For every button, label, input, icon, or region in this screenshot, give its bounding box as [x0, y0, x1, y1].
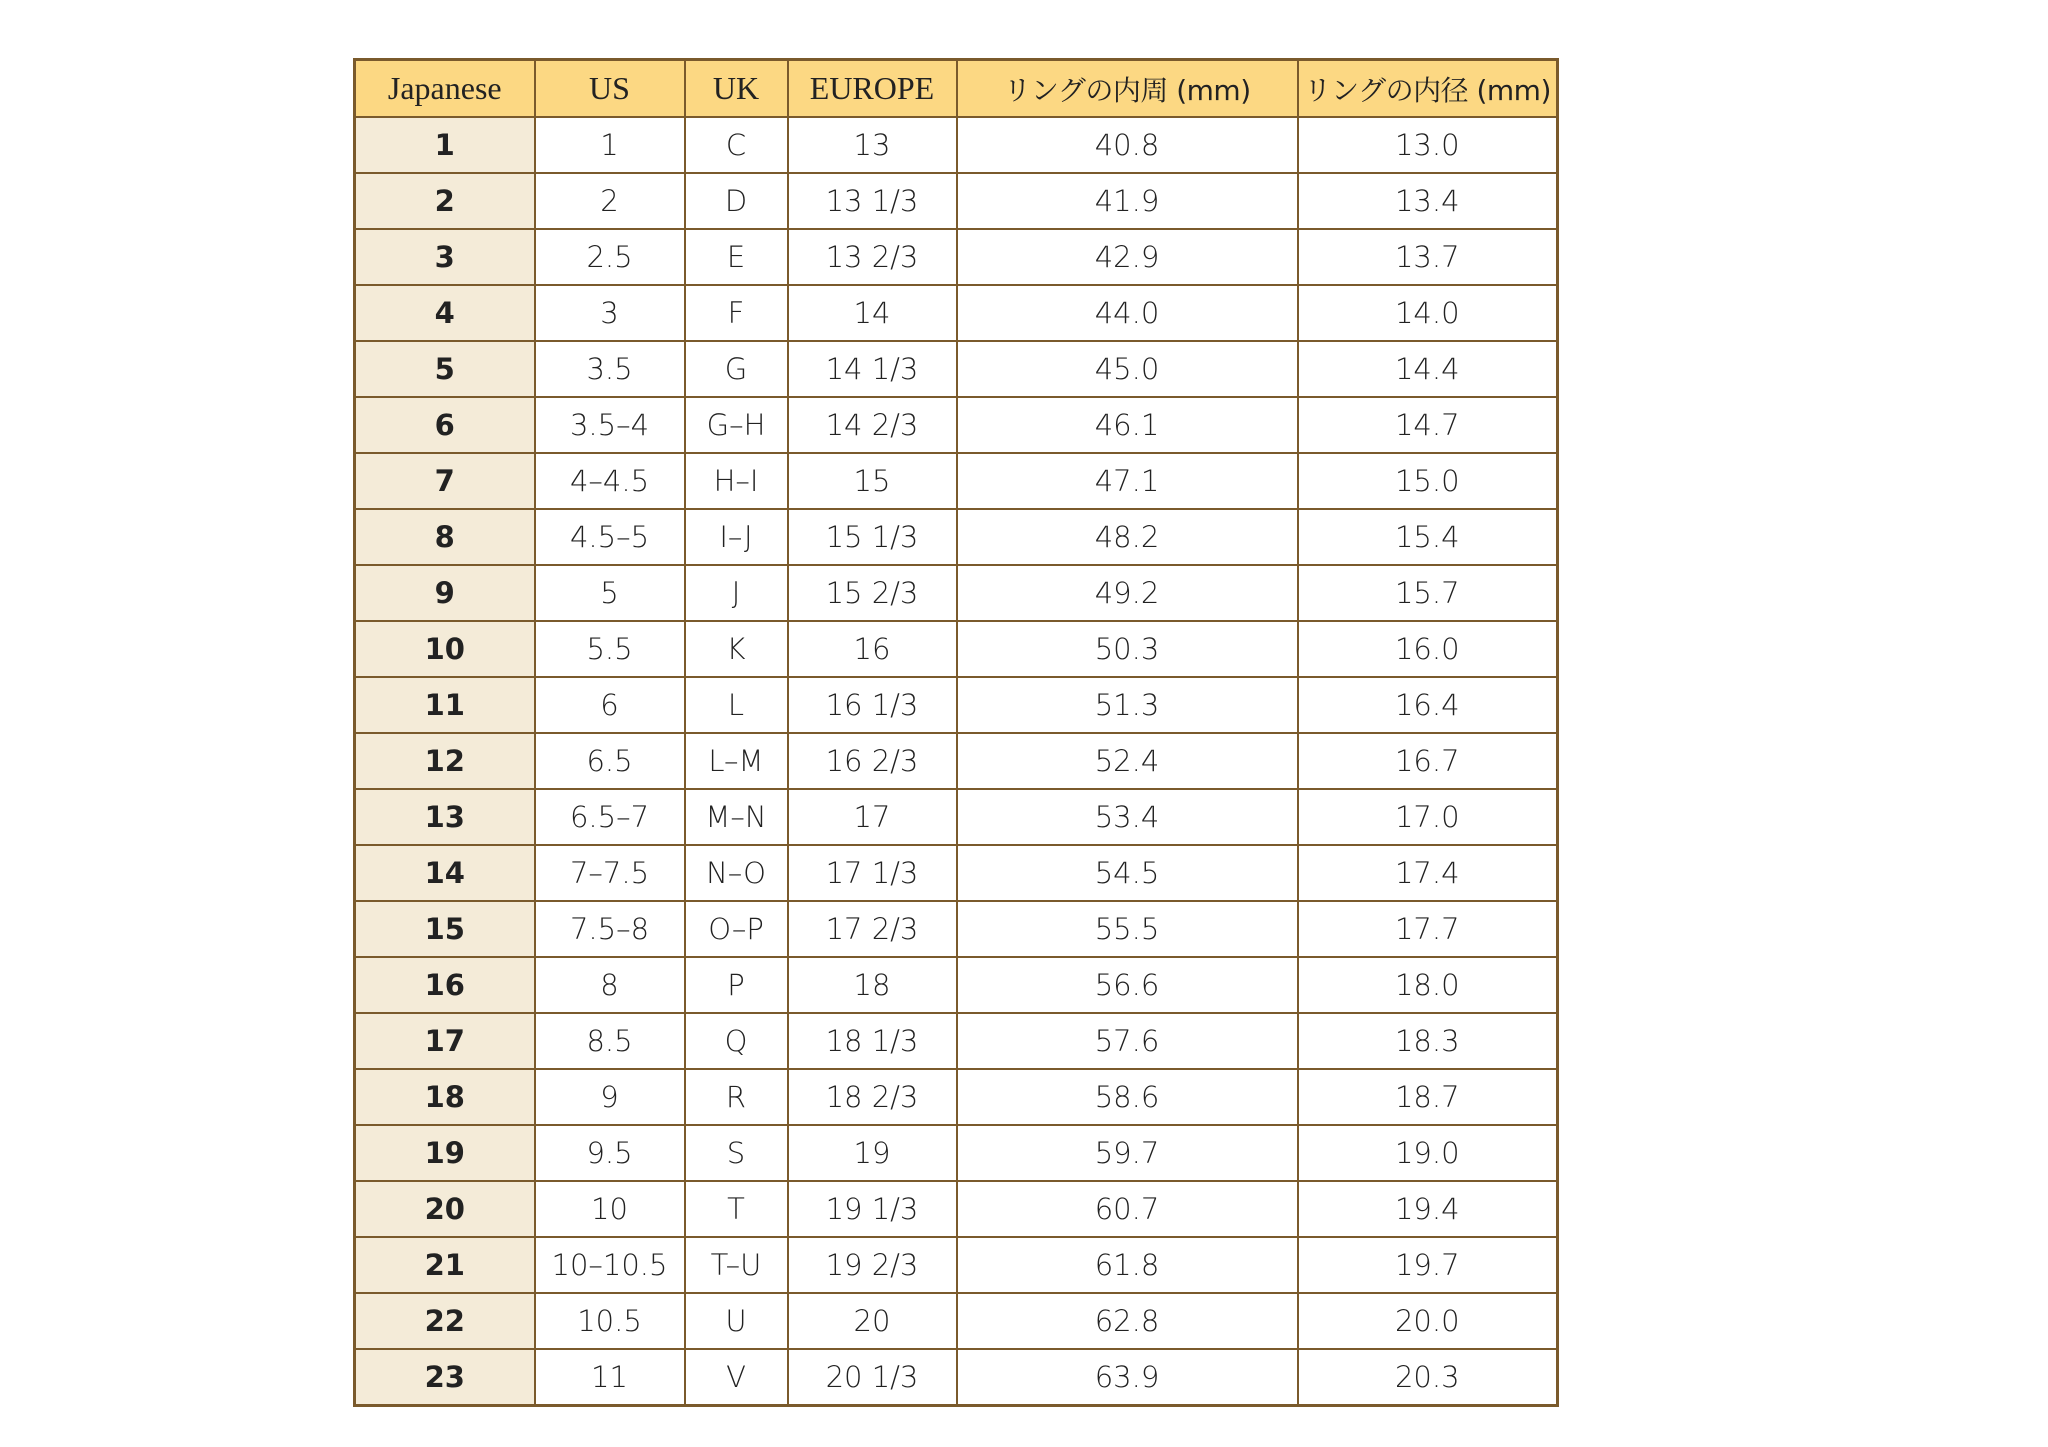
japanese-size-cell: 18 — [355, 1069, 535, 1125]
europe-size-cell: 19 2/3 — [788, 1237, 957, 1293]
inner-diameter-cell: 19.0 — [1298, 1125, 1558, 1181]
uk-size-cell: R — [685, 1069, 788, 1125]
uk-size-cell: V — [685, 1349, 788, 1406]
inner-circumference-cell: 61.8 — [957, 1237, 1298, 1293]
europe-size-cell: 17 — [788, 789, 957, 845]
japanese-size-cell: 16 — [355, 957, 535, 1013]
europe-size-cell: 19 — [788, 1125, 957, 1181]
inner-circumference-cell: 49.2 — [957, 565, 1298, 621]
inner-diameter-cell: 13.0 — [1298, 117, 1558, 173]
header-inner-diameter: リングの内径 (mm) — [1298, 60, 1558, 118]
japanese-size-cell: 20 — [355, 1181, 535, 1237]
header-uk: UK — [685, 60, 788, 118]
us-size-cell: 2 — [535, 173, 685, 229]
inner-circumference-cell: 52.4 — [957, 733, 1298, 789]
europe-size-cell: 13 1/3 — [788, 173, 957, 229]
japanese-size-cell: 15 — [355, 901, 535, 957]
uk-size-cell: L–M — [685, 733, 788, 789]
table-row — [355, 1293, 1558, 1349]
europe-size-cell: 18 2/3 — [788, 1069, 957, 1125]
table-row — [355, 285, 1558, 341]
inner-circumference-cell: 59.7 — [957, 1125, 1298, 1181]
uk-size-cell: M–N — [685, 789, 788, 845]
uk-size-cell: G — [685, 341, 788, 397]
inner-diameter-cell: 14.7 — [1298, 397, 1558, 453]
inner-circumference-cell: 40.8 — [957, 117, 1298, 173]
us-size-cell: 3.5–4 — [535, 397, 685, 453]
europe-size-cell: 20 1/3 — [788, 1349, 957, 1406]
japanese-size-cell: 3 — [355, 229, 535, 285]
inner-circumference-cell: 41.9 — [957, 173, 1298, 229]
europe-size-cell: 14 2/3 — [788, 397, 957, 453]
uk-size-cell: H–I — [685, 453, 788, 509]
uk-size-cell: K — [685, 621, 788, 677]
inner-circumference-cell: 51.3 — [957, 677, 1298, 733]
us-size-cell: 7.5–8 — [535, 901, 685, 957]
us-size-cell: 3 — [535, 285, 685, 341]
inner-diameter-cell: 15.7 — [1298, 565, 1558, 621]
inner-diameter-cell: 14.0 — [1298, 285, 1558, 341]
europe-size-cell: 18 1/3 — [788, 1013, 957, 1069]
table-row — [355, 845, 1558, 901]
inner-circumference-cell: 60.7 — [957, 1181, 1298, 1237]
europe-size-cell: 13 2/3 — [788, 229, 957, 285]
inner-diameter-cell: 17.7 — [1298, 901, 1558, 957]
japanese-size-cell: 1 — [355, 117, 535, 173]
table-row — [355, 1013, 1558, 1069]
europe-size-cell: 13 — [788, 117, 957, 173]
table-row — [355, 901, 1558, 957]
table-row — [355, 341, 1558, 397]
europe-size-cell: 16 — [788, 621, 957, 677]
japanese-size-cell: 12 — [355, 733, 535, 789]
table-row — [355, 789, 1558, 845]
europe-size-cell: 17 2/3 — [788, 901, 957, 957]
inner-circumference-cell: 46.1 — [957, 397, 1298, 453]
uk-size-cell: T — [685, 1181, 788, 1237]
japanese-size-cell: 4 — [355, 285, 535, 341]
inner-diameter-cell: 16.0 — [1298, 621, 1558, 677]
us-size-cell: 5.5 — [535, 621, 685, 677]
header-us: US — [535, 60, 685, 118]
us-size-cell: 6.5 — [535, 733, 685, 789]
us-size-cell: 6 — [535, 677, 685, 733]
inner-diameter-cell: 17.4 — [1298, 845, 1558, 901]
inner-circumference-cell: 42.9 — [957, 229, 1298, 285]
uk-size-cell: T–U — [685, 1237, 788, 1293]
header-inner-circumference: リングの内周 (mm) — [957, 60, 1298, 118]
europe-size-cell: 18 — [788, 957, 957, 1013]
inner-diameter-cell: 20.0 — [1298, 1293, 1558, 1349]
japanese-size-cell: 9 — [355, 565, 535, 621]
uk-size-cell: S — [685, 1125, 788, 1181]
us-size-cell: 11 — [535, 1349, 685, 1406]
table-row — [355, 229, 1558, 285]
table-row — [355, 957, 1558, 1013]
inner-diameter-cell: 19.4 — [1298, 1181, 1558, 1237]
table-header — [355, 60, 1558, 118]
inner-diameter-cell: 13.7 — [1298, 229, 1558, 285]
ring-size-table — [353, 58, 1559, 1407]
japanese-size-cell: 14 — [355, 845, 535, 901]
uk-size-cell: O–P — [685, 901, 788, 957]
inner-diameter-cell: 16.4 — [1298, 677, 1558, 733]
japanese-size-cell: 19 — [355, 1125, 535, 1181]
us-size-cell: 8.5 — [535, 1013, 685, 1069]
uk-size-cell: P — [685, 957, 788, 1013]
uk-size-cell: C — [685, 117, 788, 173]
europe-size-cell: 17 1/3 — [788, 845, 957, 901]
europe-size-cell: 14 1/3 — [788, 341, 957, 397]
us-size-cell: 10.5 — [535, 1293, 685, 1349]
table-row — [355, 733, 1558, 789]
table-row — [355, 1069, 1558, 1125]
inner-circumference-cell: 44.0 — [957, 285, 1298, 341]
uk-size-cell: U — [685, 1293, 788, 1349]
europe-size-cell: 14 — [788, 285, 957, 341]
japanese-size-cell: 13 — [355, 789, 535, 845]
us-size-cell: 8 — [535, 957, 685, 1013]
uk-size-cell: Q — [685, 1013, 788, 1069]
us-size-cell: 1 — [535, 117, 685, 173]
inner-diameter-cell: 18.7 — [1298, 1069, 1558, 1125]
us-size-cell: 10–10.5 — [535, 1237, 685, 1293]
uk-size-cell: N–O — [685, 845, 788, 901]
us-size-cell: 9 — [535, 1069, 685, 1125]
inner-circumference-cell: 55.5 — [957, 901, 1298, 957]
table-row — [355, 453, 1558, 509]
inner-diameter-cell: 15.4 — [1298, 509, 1558, 565]
inner-circumference-cell: 57.6 — [957, 1013, 1298, 1069]
inner-diameter-cell: 18.0 — [1298, 957, 1558, 1013]
japanese-size-cell: 21 — [355, 1237, 535, 1293]
europe-size-cell: 16 2/3 — [788, 733, 957, 789]
inner-circumference-cell: 48.2 — [957, 509, 1298, 565]
europe-size-cell: 15 2/3 — [788, 565, 957, 621]
japanese-size-cell: 2 — [355, 173, 535, 229]
table-row — [355, 397, 1558, 453]
europe-size-cell: 20 — [788, 1293, 957, 1349]
us-size-cell: 4.5–5 — [535, 509, 685, 565]
us-size-cell: 5 — [535, 565, 685, 621]
us-size-cell: 2.5 — [535, 229, 685, 285]
inner-circumference-cell: 53.4 — [957, 789, 1298, 845]
europe-size-cell: 16 1/3 — [788, 677, 957, 733]
japanese-size-cell: 10 — [355, 621, 535, 677]
table-row — [355, 621, 1558, 677]
japanese-size-cell: 22 — [355, 1293, 535, 1349]
inner-diameter-cell: 13.4 — [1298, 173, 1558, 229]
uk-size-cell: D — [685, 173, 788, 229]
inner-circumference-cell: 50.3 — [957, 621, 1298, 677]
us-size-cell: 9.5 — [535, 1125, 685, 1181]
us-size-cell: 6.5–7 — [535, 789, 685, 845]
uk-size-cell: G–H — [685, 397, 788, 453]
inner-circumference-cell: 58.6 — [957, 1069, 1298, 1125]
europe-size-cell: 15 — [788, 453, 957, 509]
us-size-cell: 7–7.5 — [535, 845, 685, 901]
table-row — [355, 677, 1558, 733]
table-row — [355, 565, 1558, 621]
uk-size-cell: E — [685, 229, 788, 285]
table-row — [355, 1181, 1558, 1237]
inner-diameter-cell: 18.3 — [1298, 1013, 1558, 1069]
table-row — [355, 1125, 1558, 1181]
japanese-size-cell: 11 — [355, 677, 535, 733]
inner-diameter-cell: 19.7 — [1298, 1237, 1558, 1293]
table-body — [355, 117, 1558, 1406]
europe-size-cell: 15 1/3 — [788, 509, 957, 565]
inner-diameter-cell: 17.0 — [1298, 789, 1558, 845]
table-row — [355, 1349, 1558, 1406]
table-row — [355, 173, 1558, 229]
inner-circumference-cell: 45.0 — [957, 341, 1298, 397]
inner-diameter-cell: 16.7 — [1298, 733, 1558, 789]
us-size-cell: 4–4.5 — [535, 453, 685, 509]
table-row — [355, 117, 1558, 173]
header-europe: EUROPE — [788, 60, 957, 118]
japanese-size-cell: 5 — [355, 341, 535, 397]
inner-circumference-cell: 47.1 — [957, 453, 1298, 509]
inner-circumference-cell: 54.5 — [957, 845, 1298, 901]
inner-circumference-cell: 62.8 — [957, 1293, 1298, 1349]
japanese-size-cell: 8 — [355, 509, 535, 565]
table-row — [355, 509, 1558, 565]
japanese-size-cell: 7 — [355, 453, 535, 509]
uk-size-cell: J — [685, 565, 788, 621]
japanese-size-cell: 23 — [355, 1349, 535, 1406]
us-size-cell: 10 — [535, 1181, 685, 1237]
inner-circumference-cell: 63.9 — [957, 1349, 1298, 1406]
uk-size-cell: L — [685, 677, 788, 733]
europe-size-cell: 19 1/3 — [788, 1181, 957, 1237]
inner-diameter-cell: 15.0 — [1298, 453, 1558, 509]
uk-size-cell: F — [685, 285, 788, 341]
header-japanese: Japanese — [355, 60, 535, 118]
japanese-size-cell: 17 — [355, 1013, 535, 1069]
inner-diameter-cell: 20.3 — [1298, 1349, 1558, 1406]
table-row — [355, 1237, 1558, 1293]
header-row — [355, 60, 1558, 118]
uk-size-cell: I–J — [685, 509, 788, 565]
japanese-size-cell: 6 — [355, 397, 535, 453]
inner-circumference-cell: 56.6 — [957, 957, 1298, 1013]
inner-diameter-cell: 14.4 — [1298, 341, 1558, 397]
us-size-cell: 3.5 — [535, 341, 685, 397]
